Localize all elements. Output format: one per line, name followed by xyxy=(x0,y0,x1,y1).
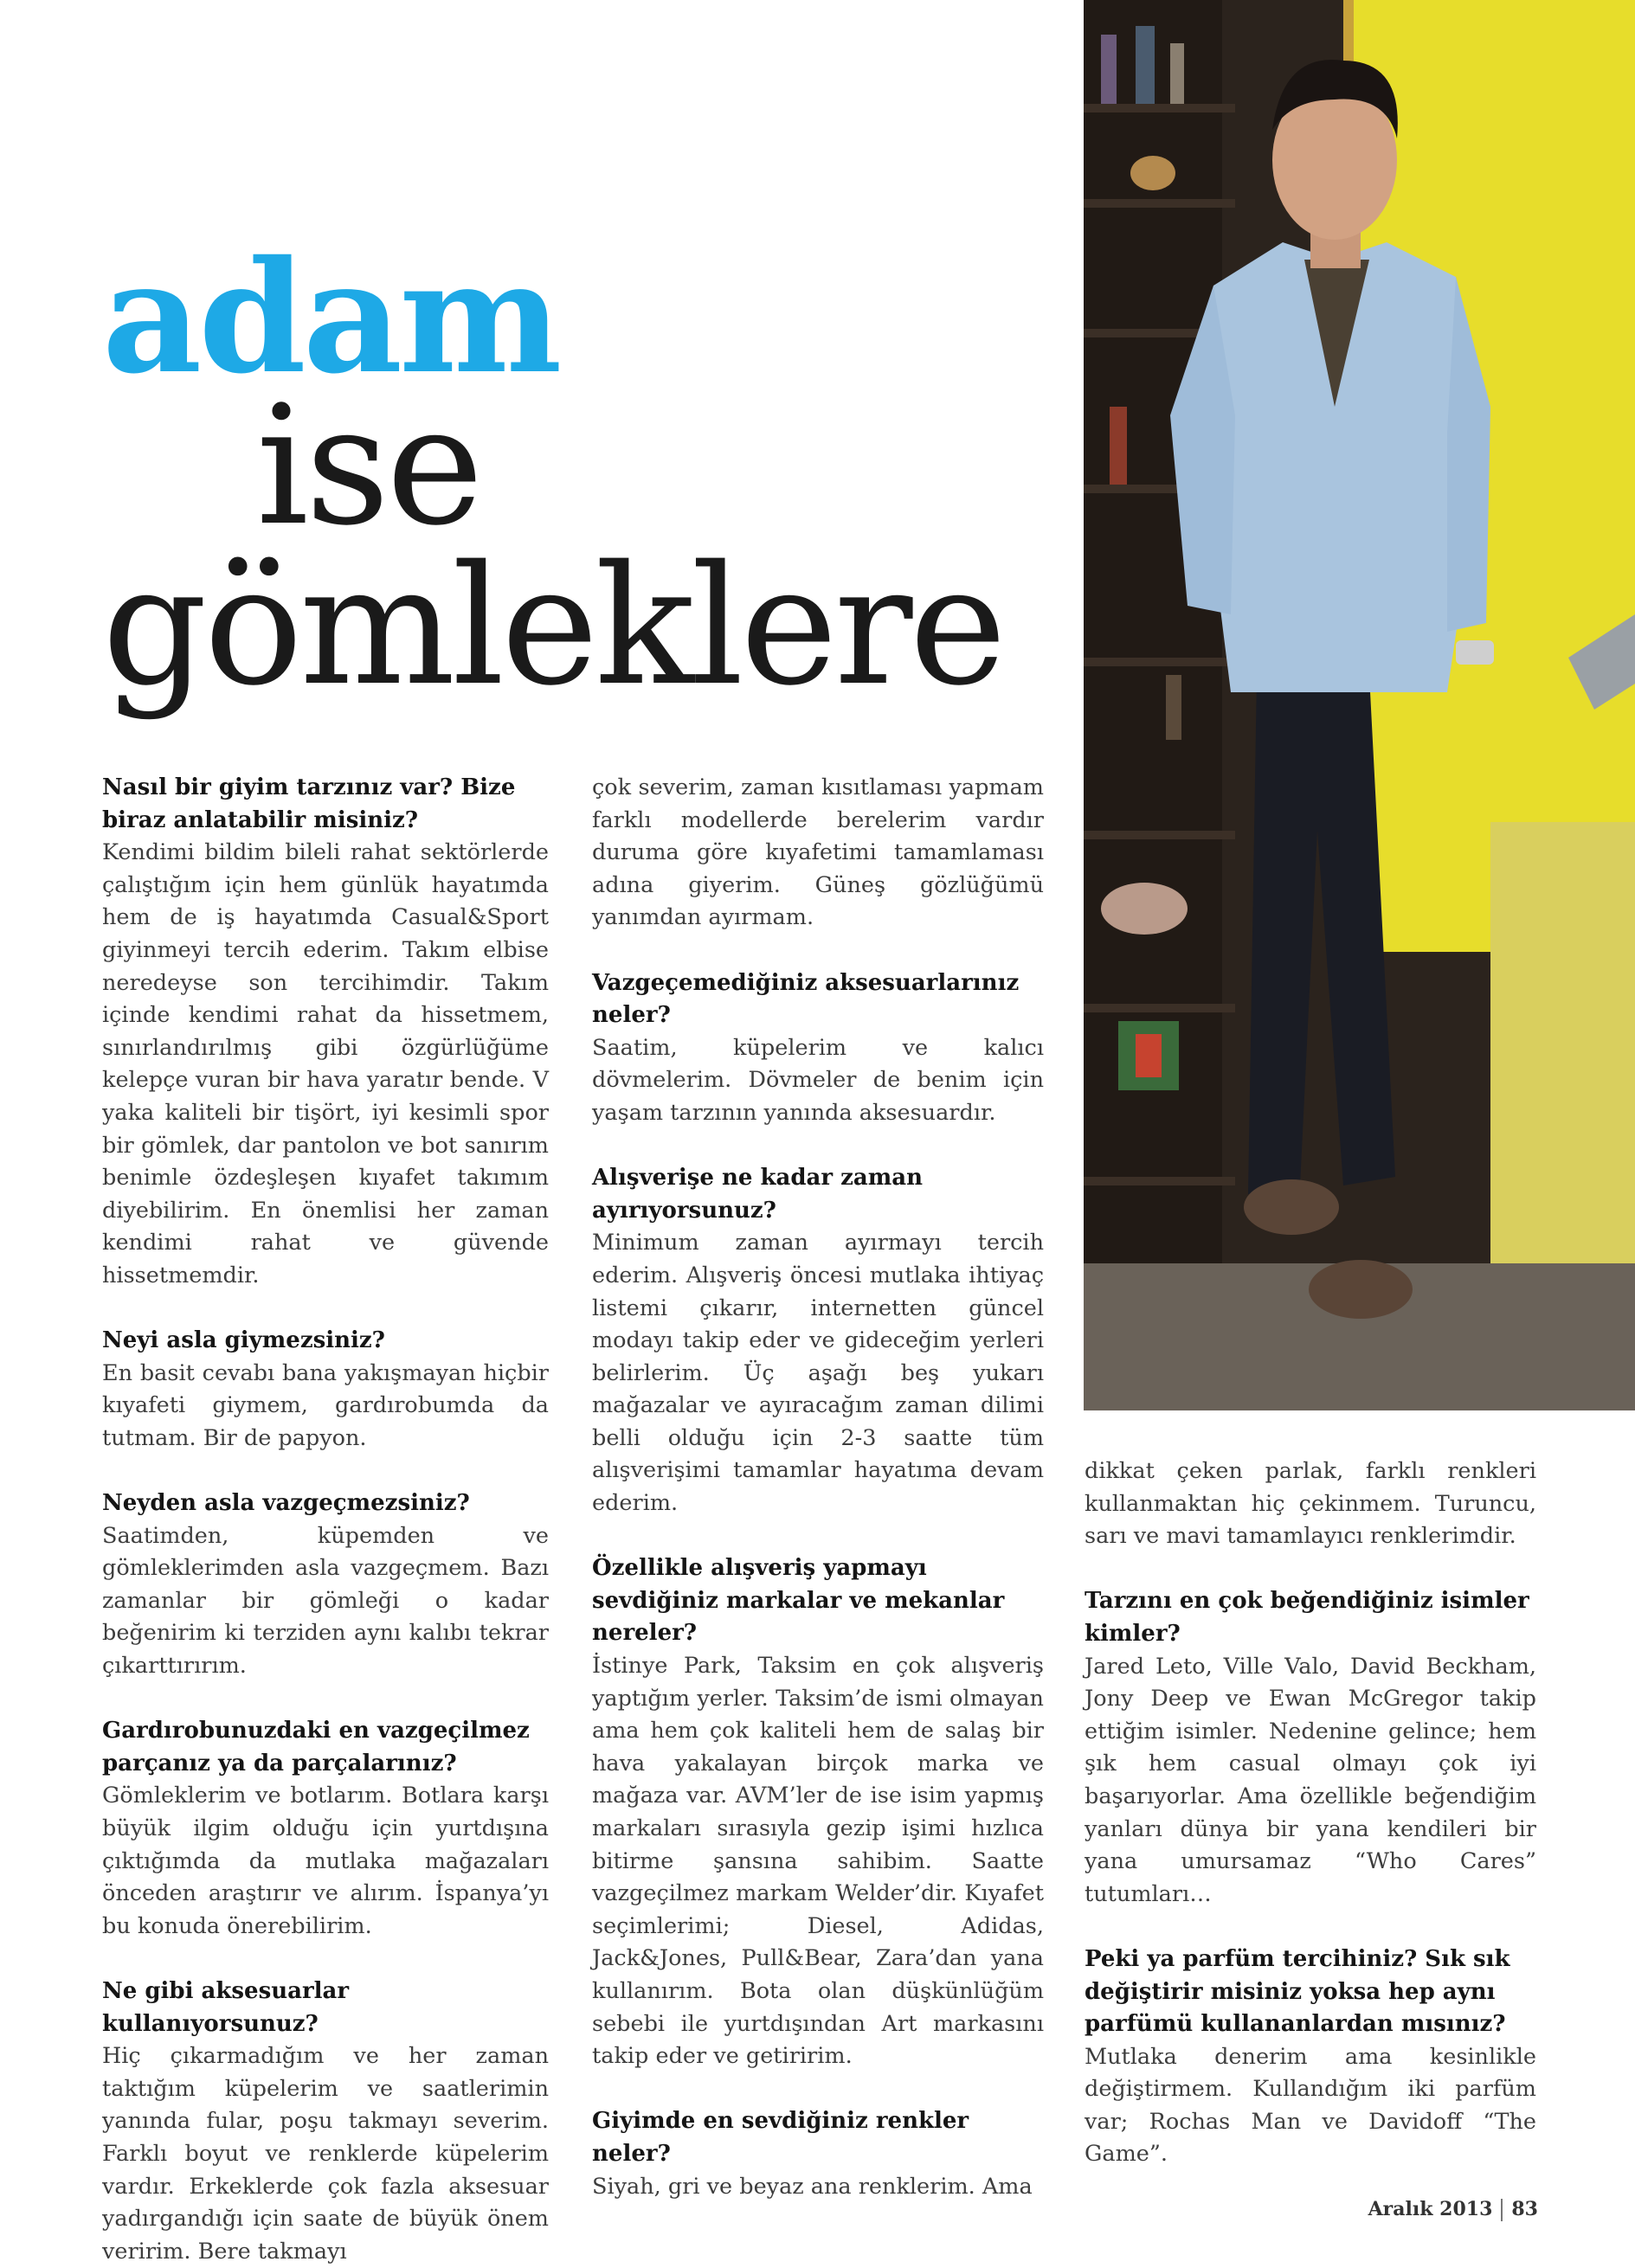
question-heading: Peki ya parfüm tercihiniz? Sık sık değiştirir misiniz yoksa hep aynı parfümü kullananlardan mısınız? xyxy=(1085,1945,1510,2038)
answer-text-continued: dikkat çeken parlak, farklı renkleri kullanmaktan hiç çekinmem. Turuncu, sarı ve mavi tamamlayıcı renklerimdir. xyxy=(1085,1458,1536,1550)
question-heading: Alışverişe ne kadar zaman ayırıyorsunuz? xyxy=(592,1165,924,1224)
headline-line-2: ise xyxy=(256,370,480,562)
column-1 xyxy=(102,772,549,2268)
answer-text: Gömleklerim ve botlarım. Botlara karşı büyük ilgim olduğu için yurtdışına çıktığımda da mutlaka mağazaları önceden araştırır ve alırım. İspanya’yı bu konuda önerebilirim. xyxy=(102,1783,549,1939)
answer-text: İstinye Park, Taksim en çok alışveriş yaptığım yerler. Taksim’de ismi olmayan ama hem çok kaliteli hem de salaş bir hava yakalayan birçok marka ve mağaza var. AVM’ler de ise isim yapmış markaları sırasıyla gezip işimi hızlıca bitirme şansına sahibim. Saatte vazgeçilmez markam Welder’dir. Kıyafet seçimlerimi; Diesel, Adidas, Jack&Jones, Pull&Bear, Zara’dan yana kullanırım. Bota olan düşkünlüğüm sebebi ile yurtdışından Art markasını takip eder ve getiririm. xyxy=(592,1653,1044,2070)
answer-text: Hiç çıkarmadığım ve her zaman taktığım küpelerim ve saatlerimin yanında fular, poşu takmayı severim. Farklı boyut ve renklerde küpelerim vardır. Erkeklerde çok fazla aksesuar yadırgandığı için saate de büyük önem veririm. Bere takmayı xyxy=(102,2043,549,2265)
headline-line-3: gömleklere xyxy=(102,530,1003,722)
portrait-photo xyxy=(1084,0,1635,1410)
footer-divider xyxy=(1501,2199,1503,2221)
headline xyxy=(102,227,1003,722)
answer-text: Jared Leto, Ville Valo, David Beckham, Jony Deep ve Ewan McGregor takip ettiğim isimler. Nedenine gelince; hem şık hem casual olmayı çok iyi başarıyorlar. Ama özellikle beğendiğim yanları dünya bir yana kendileri bir yana umursamaz “Who Cares” tutumları… xyxy=(1085,1653,1536,1907)
column-2 xyxy=(592,772,1044,2203)
answer-text: Saatim, küpelerim ve kalıcı dövmelerim. Dövmeler de benim için yaşam tarzının yanında aksesuardır. xyxy=(592,1034,1044,1126)
question-heading: Tarzını en çok beğendiğiniz isimler kimler? xyxy=(1085,1588,1529,1647)
answer-text-continued: çok severim, zaman kısıtlaması yapmam farklı modellerde berelerim vardır duruma göre kıyafetimi tamamlaması adına giyerim. Güneş gözlüğümü yanımdan ayırmam. xyxy=(592,774,1044,931)
answer-text: Saatimden, küpemden ve gömleklerimden asla vazgeçmem. Bazı zamanlar bir gömleği o kadar beğenirim ki terziden aynı kalıbı tekrar çıkarttırırım. xyxy=(102,1522,549,1680)
question-heading: Gardırobunuzdaki en vazgeçilmez parçanız ya da parçalarınız? xyxy=(102,1718,530,1776)
page-number: 83 xyxy=(1511,2198,1538,2220)
answer-text: Minimum zaman ayırmayı tercih ederim. Alışveriş öncesi mutlaka ihtiyaç listemi çıkarır, internetten güncel modayı takip eder ve gideceğim yerleri belirlerim. Üç aşağı beş yukarı mağazalar ve ayıracağım zaman dilimi belli olduğu için 2-3 saatte tüm alışverişimi tamamlar hayatıma devam ederim. xyxy=(592,1230,1044,1517)
answer-text: Siyah, gri ve beyaz ana renklerim. Ama xyxy=(592,2173,1033,2200)
page-footer xyxy=(1368,2198,1538,2221)
question-heading: Neyden asla vazgeçmezsiniz? xyxy=(102,1490,470,1517)
headline-line-1: adam xyxy=(102,227,559,408)
question-heading: Giyimde en sevdiğiniz renkler neler? xyxy=(592,2108,969,2167)
column-3 xyxy=(1085,1455,1536,2171)
answer-text: En basit cevabı bana yakışmayan hiçbir kıyafeti giymem, gardırobumda da tutmam. Bir de papyon. xyxy=(102,1359,549,1451)
question-heading: Vazgeçemediğiniz aksesuarlarınız neler? xyxy=(592,969,1020,1029)
question-heading: Nasıl bir giyim tarzınız var? Bize biraz anlatabilir misiniz? xyxy=(102,774,516,833)
question-heading: Neyi asla giymezsiniz? xyxy=(102,1327,385,1354)
answer-text: Kendimi bildim bileli rahat sektörlerde çalıştığım için hem günlük hayatımda hem de iş hayatımda Casual&Sport giyinmeyi tercih ederim. Takım elbise neredeyse son tercihimdir. Takım içinde kendimi rahat da hissetmem, sınırlandırılmış gibi özgürlüğüme kelepçe vuran bir hava yaratır bende. V yaka kaliteli bir tişört, iyi kesimli spor bir gömlek, dar pantolon ve bot sanırım benimle özdeşleşen kıyafet takımım diyebilirim. En önemlisi her zaman kendimi rahat ve güvende hissetmemdir. xyxy=(102,839,549,1288)
issue-date: Aralık 2013 xyxy=(1368,2198,1493,2220)
question-heading: Ne gibi aksesuarlar kullanıyorsunuz? xyxy=(102,1977,350,2037)
question-heading: Özellikle alışveriş yapmayı sevdiğiniz markalar ve mekanlar nereler? xyxy=(592,1555,1005,1647)
answer-text: Mutlaka denerim ama kesinlikle değiştirmem. Kullandığım iki parfüm var; Rochas Man ve Davidoff “The Game”. xyxy=(1085,2043,1536,2168)
